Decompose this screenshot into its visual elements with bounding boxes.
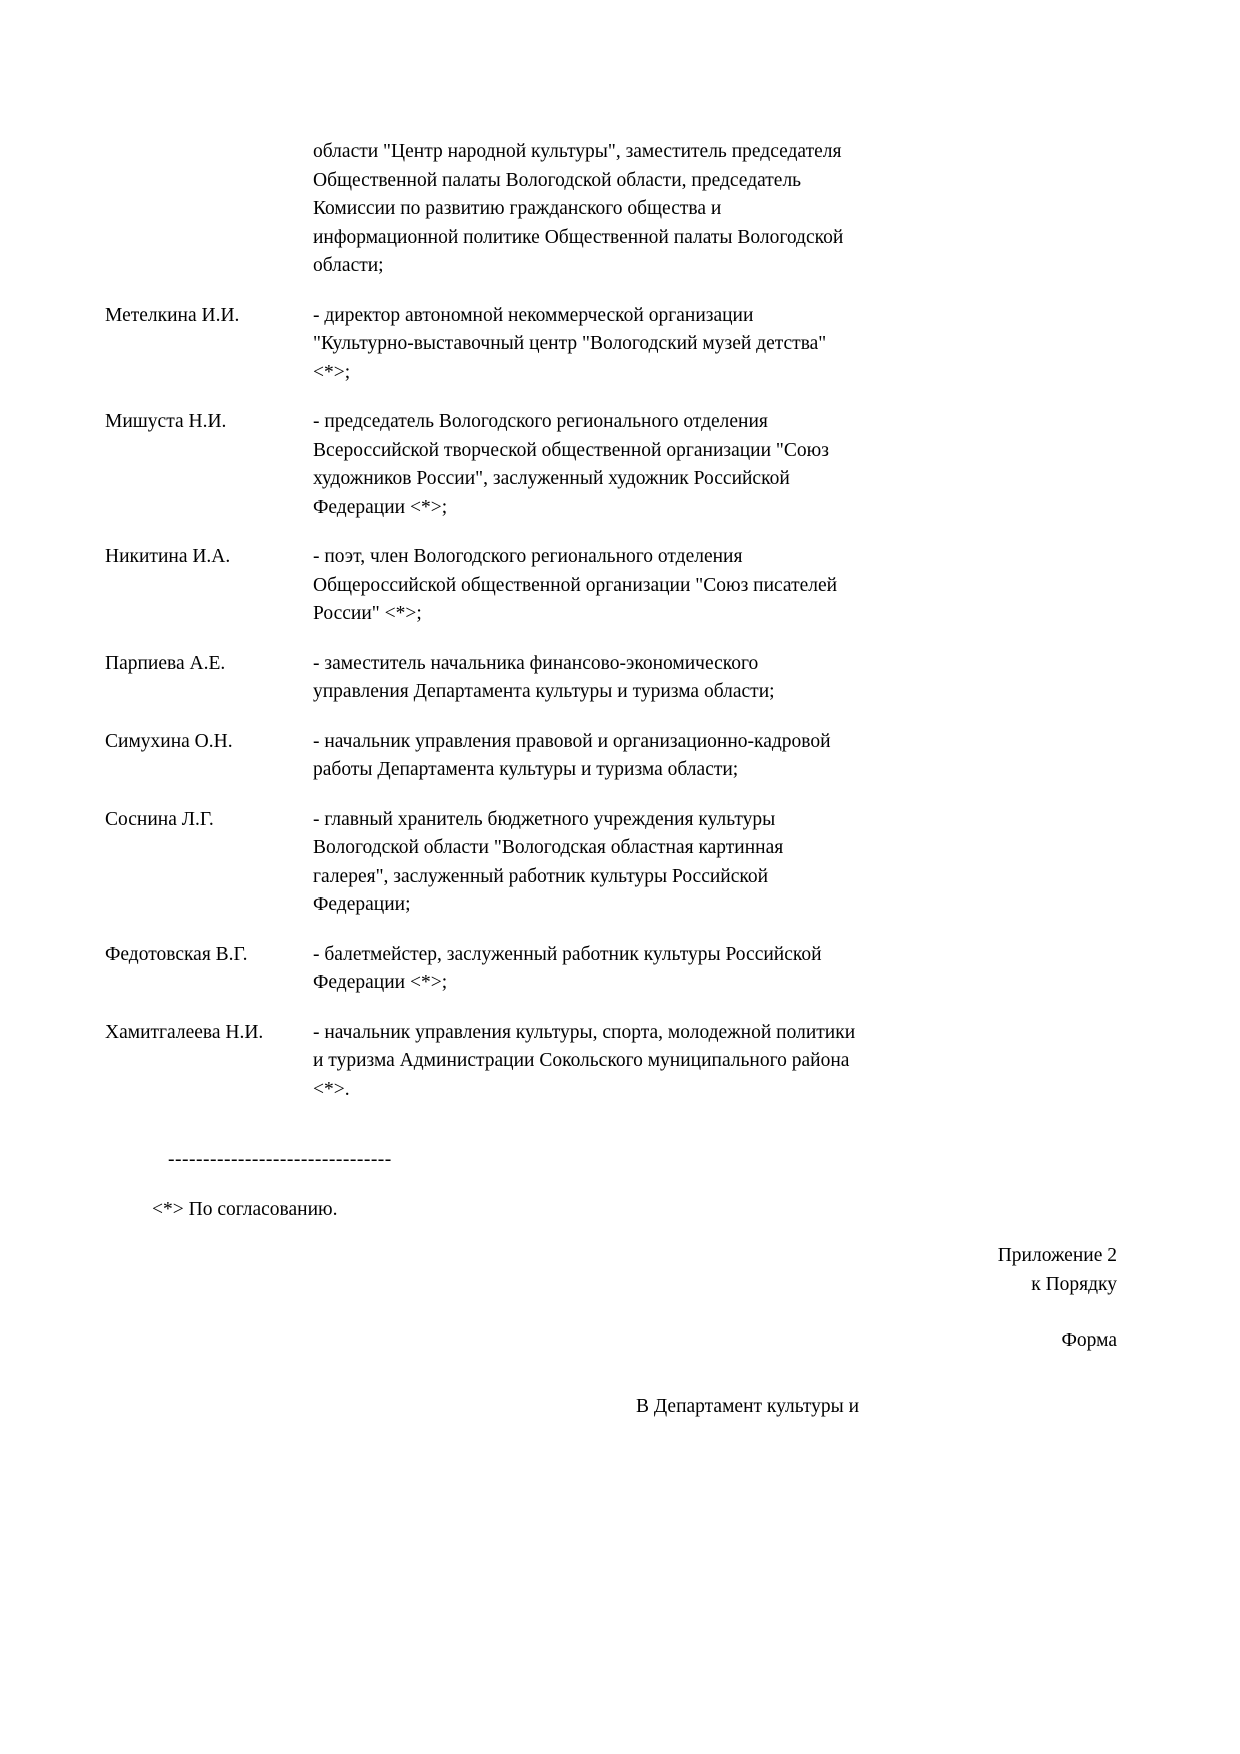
description-line: Федерации; [313, 894, 411, 915]
roster-entry-parpieva [105, 650, 1115, 707]
description-line: Вологодской области "Вологодская областная картинная [313, 837, 784, 858]
description-line: "Культурно-выставочный центр "Вологодский музей детства" [313, 333, 827, 354]
roster-entry-nikitina [105, 543, 1115, 629]
description-line: - поэт, член Вологодского регионального отделения [313, 546, 743, 567]
description-line: и туризма Администрации Сокольского муниципального района [313, 1050, 850, 1071]
roster-entry-mishusta [105, 408, 1115, 522]
description-line: - начальник управления правовой и организационно-кадровой [313, 730, 831, 752]
roster-entry-simuhina [105, 728, 1115, 785]
description-line: работы Департамента культуры и туризма области; [313, 759, 739, 780]
description-line: - главный хранитель бюджетного учреждения культуры [313, 808, 776, 830]
roster-entry-description [313, 408, 953, 522]
roster-entry-description [313, 806, 953, 920]
appendix-number: Приложение 2 [997, 1245, 1117, 1266]
description-line: - заместитель начальника финансово-экономического [313, 652, 759, 674]
roster-entry-name: Парпиева А.Е. [105, 652, 226, 674]
description-line: галерея", заслуженный работник культуры Российской [313, 865, 769, 887]
roster-entry-description [313, 543, 953, 629]
description-line: - начальник управления культуры, спорта, молодежной политики [313, 1021, 856, 1043]
roster-entry-description [313, 138, 953, 281]
description-line: - балетмейстер, заслуженный работник культуры Российской [313, 943, 822, 965]
roster-entry-name: Симухина О.Н. [105, 730, 233, 752]
description-line: Федерации <*>; [313, 972, 448, 993]
description-line: управления Департамента культуры и туризма области; [313, 681, 775, 702]
roster-entry-sosnina [105, 806, 1115, 920]
roster-entry-name: Мишуста Н.И. [105, 411, 227, 432]
description-line: России" <*>; [313, 603, 422, 624]
roster-entry-fedotovskaya [105, 941, 1115, 998]
roster-entry-name: Никитина И.А. [105, 546, 231, 567]
description-line: Всероссийской творческой общественной организации "Союз [313, 439, 829, 461]
description-line: художников России", заслуженный художник Российской [313, 468, 790, 489]
description-line: - председатель Вологодского регионального отделения [313, 411, 768, 432]
roster-entry-description [313, 302, 953, 388]
description-line: Общероссийской общественной организации "Союз писателей [313, 574, 838, 596]
form-label: Форма [1061, 1330, 1117, 1351]
description-line: Общественной палаты Вологодской области, председатель [313, 169, 802, 191]
addressee-line: В Департамент культуры и [636, 1396, 860, 1417]
roster-entry-description [313, 1019, 953, 1105]
description-line: области "Центр народной культуры", заместитель председателя [313, 141, 842, 162]
description-line: <*>. [313, 1078, 350, 1100]
member-roster [105, 138, 1115, 1104]
description-line: Комиссии по развитию гражданского общества и [313, 198, 722, 219]
description-line: Федерации <*>; [313, 496, 448, 518]
description-line: - директор автономной некоммерческой организации [313, 304, 754, 326]
roster-entry-continuation [105, 138, 1115, 281]
description-line: области; [313, 255, 384, 276]
roster-entry-name: Хамитгалеева Н.И. [105, 1021, 264, 1043]
description-line: информационной политике Общественной палаты Вологодской [313, 226, 844, 248]
appendix-parent-document: к Порядку [1031, 1273, 1117, 1295]
roster-entry-hamitgaleeva [105, 1019, 1115, 1105]
footnote-separator-rule: -------------------------------- [168, 1149, 392, 1170]
roster-entry-description [313, 728, 953, 785]
footnote-text: <*> По согласованию. [152, 1199, 338, 1220]
roster-entry-description [313, 941, 953, 998]
appendix-reference-block [637, 1242, 1117, 1299]
roster-entry-metelkina [105, 302, 1115, 388]
roster-entry-name: Метелкина И.И. [105, 304, 240, 326]
roster-entry-name: Федотовская В.Г. [105, 943, 248, 965]
roster-entry-description [313, 650, 953, 707]
description-line: <*>; [313, 361, 351, 383]
roster-entry-name: Соснина Л.Г. [105, 808, 214, 830]
